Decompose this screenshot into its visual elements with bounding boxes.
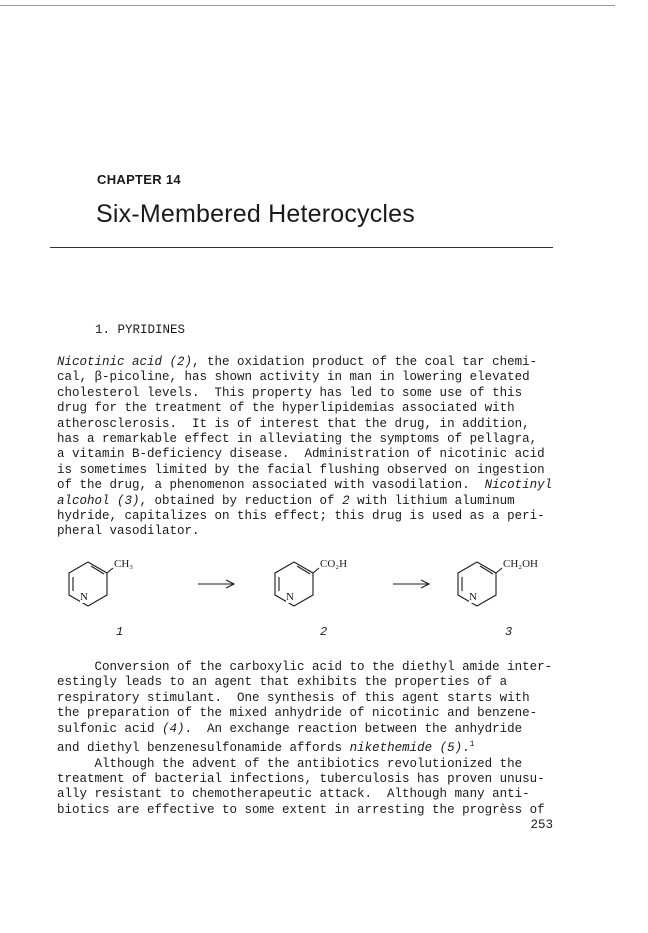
text-line: drug for the treatment of the hyperlipidemias associated with	[57, 401, 515, 416]
pyridine-ring-2	[275, 562, 319, 606]
text-line: treatment of bacterial infections, tuberculosis has proven unusu-	[57, 772, 545, 786]
compound-number: 1	[116, 625, 124, 639]
substituent-label: CH₃	[114, 558, 134, 570]
text-line: ally resistant to chemotherapeutic attack. Although many anti-	[57, 787, 530, 802]
nitrogen-atom-label: N	[469, 591, 477, 603]
compound-ref: (4)	[162, 721, 185, 736]
substituent-label: CO₂H	[320, 558, 348, 570]
text-line: biotics are effective to some extent in arresting the progrèss of	[57, 802, 545, 817]
text-line: cal, β-picoline, has shown activity in man in lowering elevated	[57, 370, 530, 385]
pyridine-ring-1	[69, 562, 113, 606]
text-line: alcohol (3), obtained by reduction of 2 with lithium aluminum	[57, 493, 515, 508]
paragraph-diethyl-amide	[57, 660, 553, 834]
compound-name: nikethemide (5)	[349, 741, 463, 756]
compound-ref: 2	[342, 493, 350, 508]
page-number: 253	[530, 818, 553, 833]
text-line: the preparation of the mixed anhydride of nicotinic and benzene-	[57, 706, 538, 721]
chapter-label: CHAPTER 14	[97, 172, 181, 187]
pyridine-ring-3	[458, 562, 502, 606]
section-heading: 1. PYRIDINES	[95, 323, 186, 337]
text-line: Conversion of the carboxylic acid to the diethyl amide inter-	[57, 660, 553, 674]
text-line: a vitamin B-deficiency disease. Administration of nicotinic acid	[57, 447, 545, 462]
text-line: cholesterol levels. This property has led to some use of this	[57, 385, 523, 400]
reaction-scheme	[0, 548, 648, 643]
footnote-ref: 1	[469, 740, 475, 750]
paragraph-nicotinic-acid	[57, 355, 552, 540]
text-line: hydride, capitalizes on this effect; this drug is used as a peri-	[57, 509, 545, 524]
text-line: of the drug, a phenomenon associated with vasodilation. Nicotinyl	[57, 478, 553, 493]
compound-name: Nicotinyl	[484, 478, 553, 493]
compound-number: 3	[505, 625, 513, 639]
reaction-arrow	[198, 580, 234, 588]
top-rule	[0, 5, 615, 6]
text-line: sulfonic acid (4). An exchange reaction between the anhydride	[57, 721, 523, 736]
nitrogen-atom-label: N	[286, 591, 294, 603]
compound-number: 2	[320, 625, 328, 639]
text-line: atherosclerosis. It is of interest that the drug, in addition,	[57, 416, 530, 431]
text-line: estingly leads to an agent that exhibits the properties of a	[57, 675, 508, 690]
reaction-arrow	[393, 580, 429, 588]
text-line: Nicotinic acid (2), the oxidation product of the coal tar chemi-	[57, 355, 538, 369]
text-line: respiratory stimulant. One synthesis of this agent starts with	[57, 690, 530, 705]
title-rule	[50, 247, 553, 248]
compound-name: alcohol (3)	[57, 493, 140, 508]
compound-name: Nicotinic acid (2)	[57, 355, 193, 369]
chapter-title: Six-Membered Heterocycles	[96, 200, 415, 228]
nitrogen-atom-label: N	[80, 591, 88, 603]
text-line: and diethyl benzenesulfonamide affords nikethemide (5).$^1$	[57, 740, 475, 756]
text-line: has a remarkable effect in alleviating the symptoms of pellagra,	[57, 432, 538, 447]
substituent-label: CH₂OH	[503, 558, 539, 570]
text-line: Although the advent of the antibiotics revolutionized the	[57, 756, 523, 771]
text-line: is sometimes limited by the facial flushing observed on ingestion	[57, 462, 545, 477]
text-line: pheral vasodilator.	[57, 524, 200, 539]
